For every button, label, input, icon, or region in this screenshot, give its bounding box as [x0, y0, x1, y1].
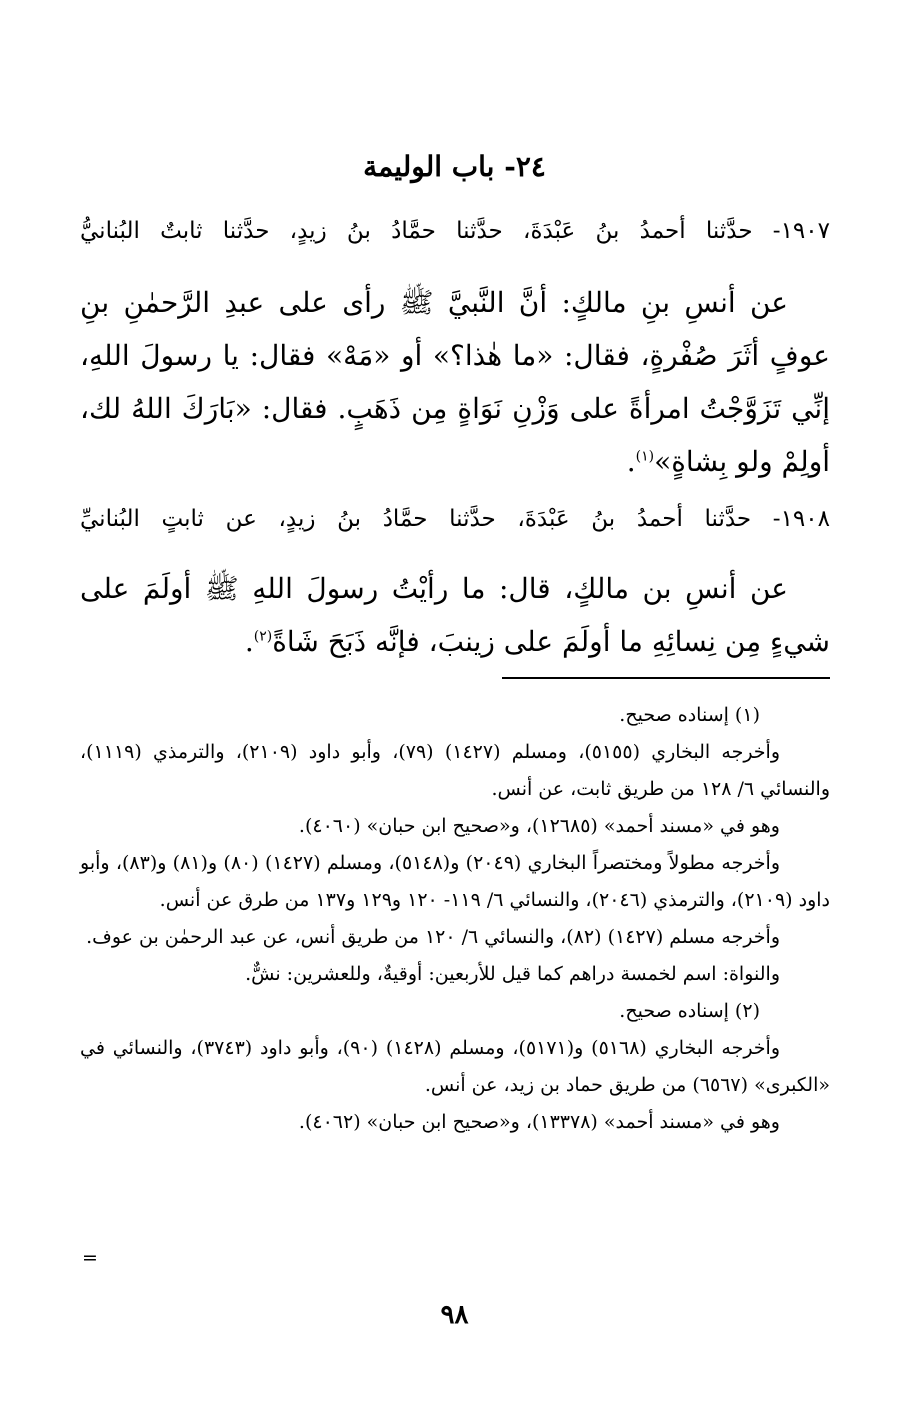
footnote-ref-2: (٢)	[253, 628, 273, 645]
hadith-1908-end: .	[244, 625, 254, 658]
hadith-1907-end: .	[626, 445, 636, 478]
hadith-1907-chain: ١٩٠٧- حدَّثنا أحمدُ بنُ عَبْدَةَ، حدَّثنا حمَّادُ بنُ زيدٍ، حدَّثنا ثابتٌ البُنانيُّ	[80, 218, 830, 244]
footnote-1-label: (١) إسناده صحيح.	[619, 704, 760, 726]
hadith-1907-text	[80, 276, 830, 488]
footnote-2-para-2: وهو في «مسند أحمد» (١٣٣٧٨)، و«صحيح ابن حبان» (٤٠٦٢).	[298, 1111, 780, 1133]
continuation-mark: =	[82, 1247, 98, 1269]
page-number: ٩٨	[440, 1300, 469, 1330]
hadith-1908-body: عن أنسِ بن مالكٍ، قال: ما رأيْتُ رسولَ اللهِ ﷺ أولَمَ على شيءٍ مِن نِسائِهِ ما أولَمَ على زينبَ، فإنَّه ذَبَحَ شَاةً	[80, 572, 830, 658]
footnote-1-para-3: وأخرجه مطولاً ومختصراً البخاري (٢٠٤٩) و(٥١٤٨)، ومسلم (١٤٢٧) (٨٠) و(٨١) و(٨٣)، وأبو داود (٢١٠٩)، والترمذي (٢٠٤٦)، والنسائي ٦/ ١١٩- ١٢٠ و١٢٩ و١٣٧ من طرق عن أنس.	[80, 852, 830, 911]
footnote-2-para-1: وأخرجه البخاري (٥١٦٨) و(٥١٧١)، ومسلم (١٤٢٨) (٩٠)، وأبو داود (٣٧٤٣)، والنسائي في «الكبرى» (٦٥٦٧) من طريق حماد بن زيد، عن أنس.	[80, 1037, 830, 1096]
hadith-1908-text	[80, 562, 830, 668]
footnote-ref-1: (١)	[635, 448, 655, 465]
footnote-separator	[502, 677, 830, 679]
footnote-1-para-4: وأخرجه مسلم (١٤٢٧) (٨٢)، والنسائي ٦/ ١٢٠ من طريق أنس، عن عبد الرحمٰن بن عوف.	[86, 926, 780, 948]
footnote-1-para-5: والنواة: اسم لخمسة دراهم كما قيل للأربعين: أوقيةٌ، وللعشرين: نشٌّ.	[245, 963, 780, 985]
footnotes	[80, 697, 830, 1141]
footnote-1-para-2: وهو في «مسند أحمد» (١٢٦٨٥)، و«صحيح ابن حبان» (٤٠٦٠).	[298, 815, 780, 837]
chapter-title: ٢٤- باب الوليمة	[363, 150, 546, 183]
hadith-1907-body: عن أنسِ بنِ مالكٍ: أنَّ النَّبيَّ ﷺ رأى على عبدِ الرَّحمٰنِ بنِ عوفٍ أثَرَ صُفْرةٍ، فقال: «ما هٰذا؟» أو «مَهْ» فقال: يا رسولَ اللهِ، إنِّي تَزَوَّجْتُ امرأةً على وَزْنِ نَوَاةٍ مِن ذَهَبٍ. فقال: «بَارَكَ اللهُ لك، أولِمْ ولو بِشاةٍ»	[80, 286, 830, 478]
hadith-1908-chain: ١٩٠٨- حدَّثنا أحمدُ بنُ عَبْدَةَ، حدَّثنا حمَّادُ بنُ زيدٍ، عن ثابتٍ البُنانيِّ	[80, 506, 830, 532]
footnote-1-para-1: وأخرجه البخاري (٥١٥٥)، ومسلم (١٤٢٧) (٧٩)، وأبو داود (٢١٠٩)، والترمذي (١١١٩)، والنسائي ٦/ ١٢٨ من طريق ثابت، عن أنس.	[80, 741, 830, 800]
footnote-2-label: (٢) إسناده صحيح.	[619, 1000, 760, 1022]
